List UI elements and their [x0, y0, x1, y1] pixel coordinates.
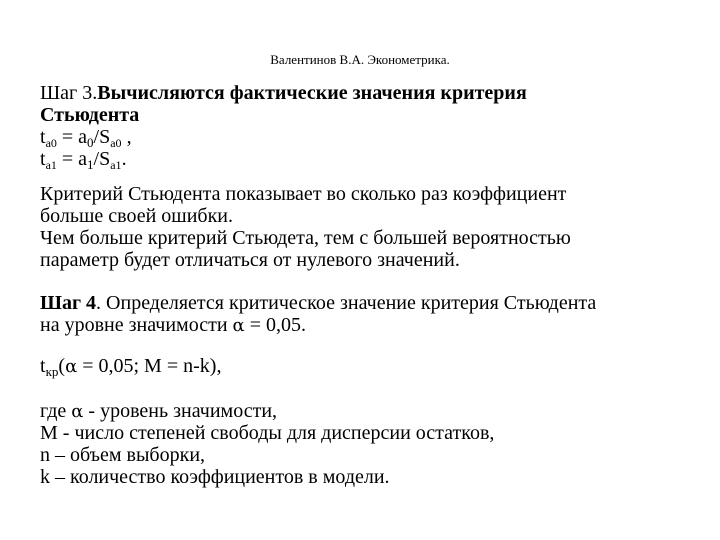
formula-s-sub: a1	[110, 158, 122, 172]
formula-eq: = a	[56, 126, 88, 148]
alpha-symbol: α	[71, 401, 84, 422]
tcrit-rest: = 0,05; M = n-k),	[77, 355, 222, 377]
formula-a-sub: 1	[87, 157, 94, 172]
definition-line: M - число степеней свободы для дисперсии остатков,	[40, 422, 495, 444]
tcrit-formula	[40, 355, 700, 377]
page-header: Валентинов В.А. Эконометрика.	[270, 52, 450, 67]
definition-line	[40, 400, 700, 422]
step3-title-line2: Стьюдента	[40, 104, 140, 126]
definition-text: где	[40, 400, 72, 422]
definitions-block	[40, 400, 700, 488]
definition-text: - уровень значимости,	[83, 400, 278, 422]
formula-a-sub: 0	[87, 135, 94, 150]
formula-t-a0	[40, 126, 700, 148]
formula-end: ,	[121, 126, 132, 148]
tcrit-block	[40, 355, 700, 377]
formula-t: t	[40, 148, 46, 170]
step3-prefix: Шаг 3.	[40, 82, 98, 104]
step3-title-line1	[40, 82, 700, 104]
step4-text: . Определяется критическое значение критерия Стьюдента	[96, 292, 597, 314]
tcrit-t: t	[40, 355, 46, 377]
step4-line2	[40, 314, 700, 336]
explanation-line: Критерий Стьюдента показывает во сколько раз коэффициент	[40, 183, 567, 205]
explanation-block	[40, 183, 700, 271]
alpha-symbol: α	[232, 315, 245, 336]
explanation-line: параметр будет отличаться от нулевого значений.	[40, 249, 460, 271]
step4-line1	[40, 292, 700, 314]
formula-s-sub: a0	[110, 136, 122, 150]
explanation-line: больше своей ошибки.	[40, 205, 233, 227]
tcrit-sub: кр	[45, 364, 59, 379]
formula-t-sub: a0	[45, 136, 57, 150]
formula-t-sub: a1	[45, 158, 57, 172]
step3-title: Вычисляются фактические значения критерия	[97, 82, 527, 104]
formula-t: t	[40, 126, 46, 148]
definition-line: n – объем выборки,	[40, 444, 206, 466]
formula-div: /S	[93, 148, 111, 170]
definition-line: k – количество коэффициентов в модели.	[40, 466, 390, 488]
step4-prefix: Шаг 4	[40, 292, 97, 314]
alpha-symbol: α	[65, 356, 78, 377]
tcrit-paren: (	[58, 355, 66, 377]
formula-end: .	[121, 148, 127, 170]
formula-div: /S	[93, 126, 111, 148]
step4-text: на уровне значимости	[40, 314, 233, 336]
step4-text: = 0,05.	[244, 314, 306, 336]
step4-block	[40, 292, 700, 336]
formula-eq: = a	[56, 148, 88, 170]
formula-t-a1	[40, 148, 700, 170]
step3-block	[40, 82, 700, 170]
explanation-line: Чем больше критерий Стьюдета, тем с большей вероятностью	[40, 227, 571, 249]
